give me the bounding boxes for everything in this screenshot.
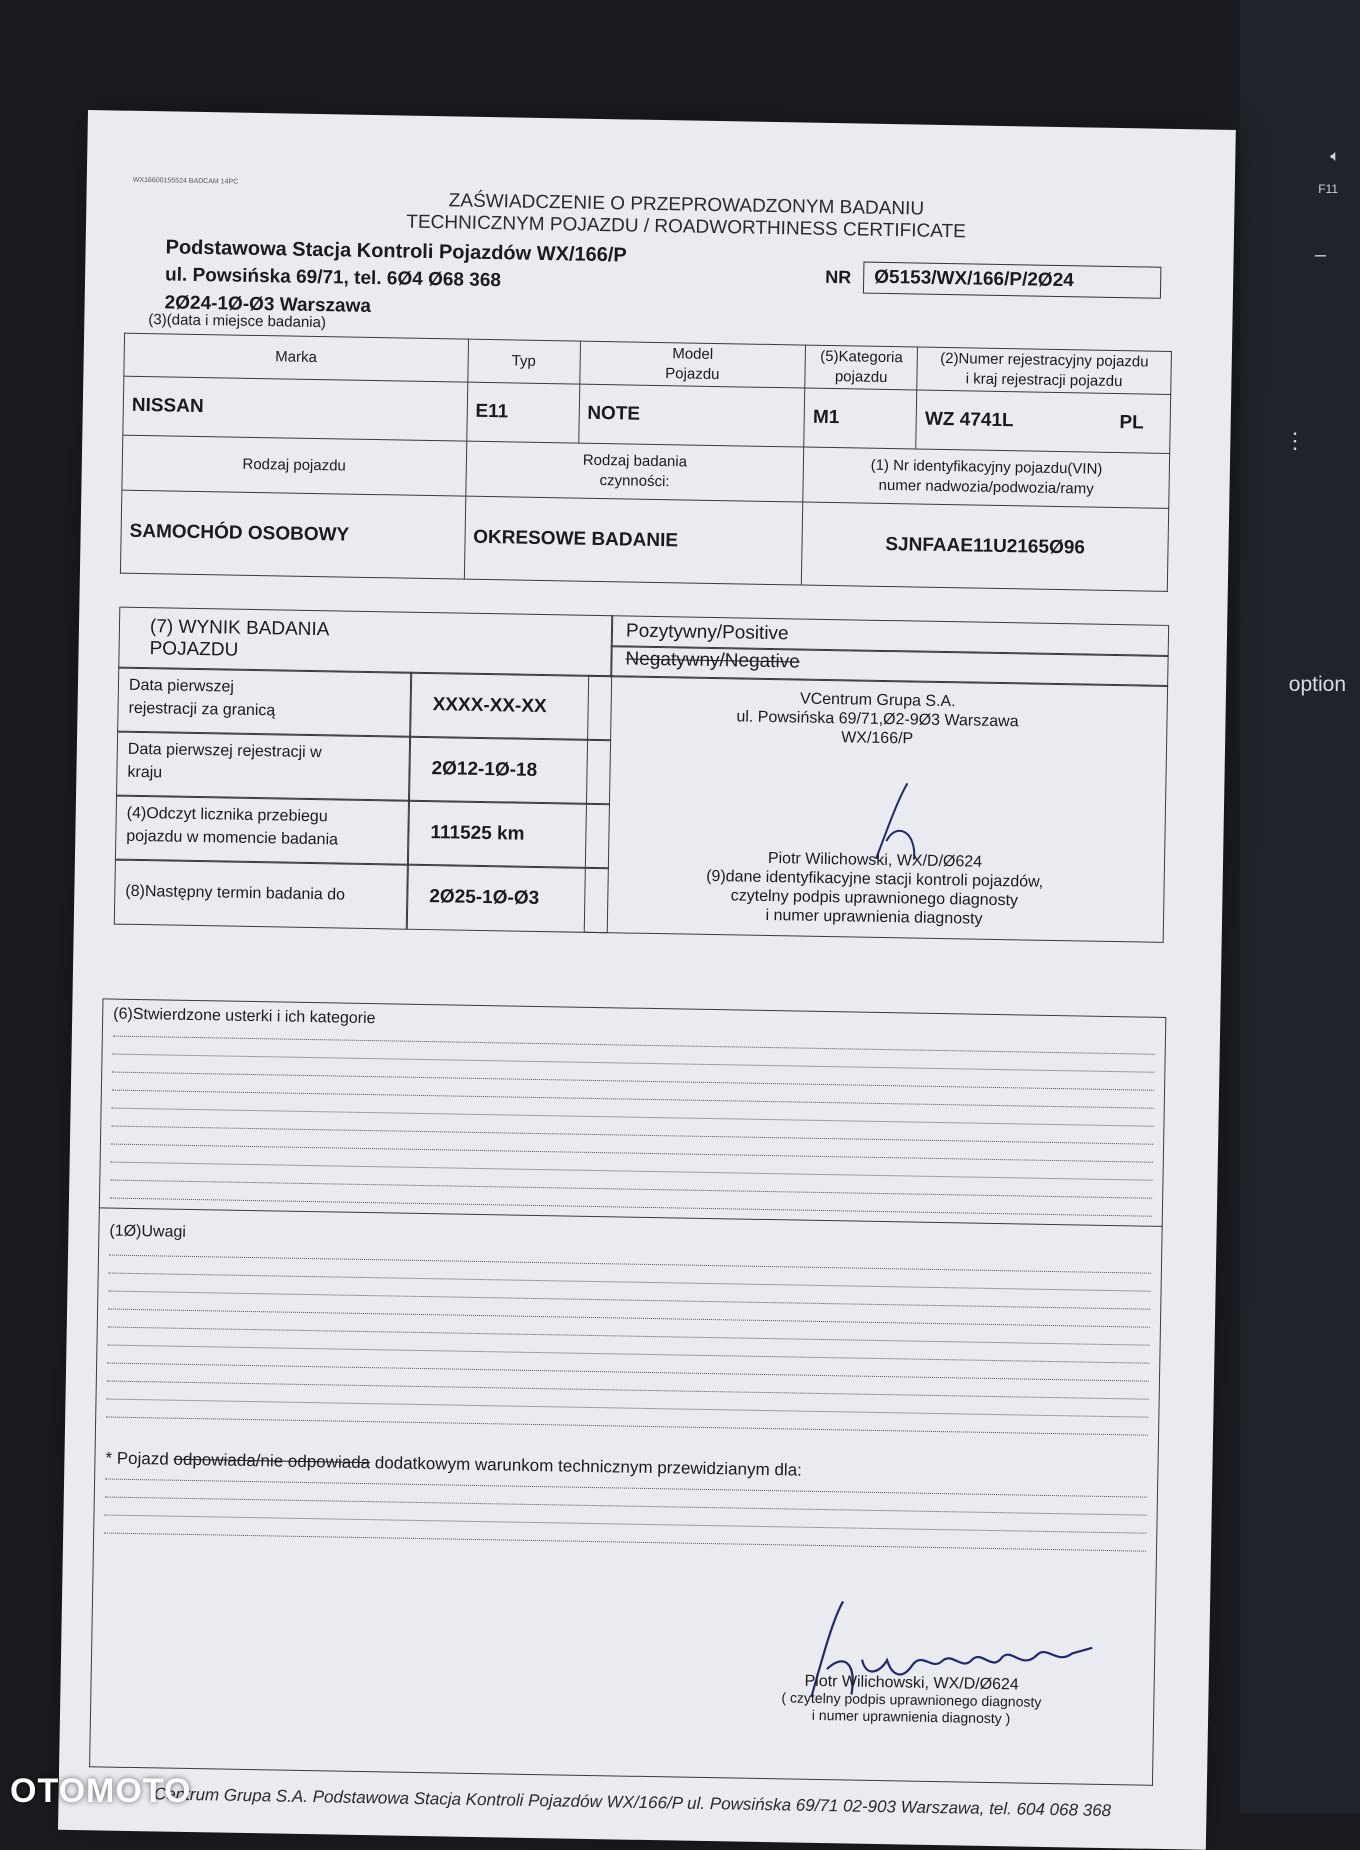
test-kind: OKRESOWE BADANIE [464,496,803,585]
vehicle-type: E11 [466,382,579,443]
title-line-1: ZAŚWIADCZENIE O PRZEPROWADZONYM BADANIU [448,190,925,220]
first-reg-abroad-label-box [117,667,412,738]
remarks-line [106,1399,1148,1418]
defects-line [112,1090,1154,1109]
certificate-number [825,261,1162,299]
vehicle-category: M1 [804,388,917,449]
signature-caption: ( czytelny podpis uprawnionego diagnosty i numer uprawnienia diagnosty ) [781,1689,1042,1727]
additional-struck: odpowiada/nie odpowiada [173,1449,371,1473]
defects-line [110,1180,1152,1199]
header-type: Typ [467,339,580,384]
result-positive: Pozytywny/Positive [625,620,789,645]
form-code: WX16600155524 BADCAM 14PC [132,176,239,186]
option-key-label: option [1288,673,1346,696]
vehicle-kind: SAMOCHÓD OSOBOWY [120,490,465,579]
station-stamp [588,686,1167,753]
vehicle-registration-cell [916,390,1171,453]
keyboard-background [1240,0,1360,1813]
additional-line [105,1479,1147,1498]
defects-line [112,1072,1154,1091]
vehicle-table [120,333,1172,592]
vehicle-model: NOTE [578,384,805,447]
signature-block [741,1672,1082,1729]
next-test-label: (8)Następny termin badania do [125,882,346,904]
volume-icon: 🔈︎ [1330,148,1340,165]
odometer-label: (4)Odczyt licznika przebiegu pojazdu w momencie badania [126,804,339,849]
date-place-label: (3)(data i miejsce badania) [148,311,327,332]
key-dot-glyph: ⋮ [1284,428,1306,453]
header-vin: (1) Nr identyfikacyjny pojazdu(VIN) numer nadwozia/podwozia/ramy [803,447,1170,508]
additional-line [104,1532,1146,1551]
remarks-line [108,1291,1150,1310]
first-reg-domestic-label: Data pierwszej rejestracji w kraju [127,740,322,782]
test-date-place: 2Ø24-1Ø-Ø3 Warszawa [164,292,372,317]
remarks-line [107,1381,1149,1400]
header-registration: (2)Numer rejestracyjny pojazdu i kraj rejestracji pojazdu [917,347,1171,394]
remarks-line [109,1255,1151,1274]
nr-value: Ø5153/WX/166/P/2Ø24 [863,262,1162,299]
remarks-section [89,1206,1163,1785]
test-result-section [114,607,1167,941]
nr-label: NR [825,266,852,287]
remarks-line [107,1345,1149,1364]
header-vehicle-kind: Rodzaj pojazdu [122,435,467,496]
remarks-line [108,1309,1150,1328]
first-reg-domestic-label-box [116,731,411,802]
defects-line [112,1108,1154,1127]
diagnostician-block [585,846,1164,932]
additional-line [104,1515,1146,1534]
key-minus-glyph: – [1314,244,1326,266]
result-label-box [118,607,613,678]
remarks-line [109,1273,1151,1292]
vehicle-registration: WZ 4741L [924,408,1014,432]
header-test-kind: Rodzaj badania czynności: [465,441,804,502]
result-label: (7) WYNIK BADANIA POJAZDU [149,616,330,661]
next-test-value: 2Ø25-1Ø-Ø3 [406,864,609,934]
header-category: (5)Kategoria pojazdu [805,345,918,390]
additional-line [105,1497,1147,1516]
additional-prefix: * Pojazd [105,1448,169,1469]
first-reg-abroad-value: XXXX-XX-XX [409,672,612,742]
additional-suffix: dodatkowym warunkom technicznym przewidzianym dla: [374,1453,803,1480]
stamp-line-1: VCentrum Grupa S.A. [799,690,956,711]
diagnostic-station-box [584,675,1168,943]
result-negative: Negatywny/Negative [625,648,800,673]
odometer-value: 111525 km [407,800,610,870]
header-model: Model Pojazdu [579,341,805,388]
station-name: Podstawowa Stacja Kontroli Pojazdów WX/166/P [165,236,627,267]
certificate-body [105,171,1167,1727]
remarks-line [108,1327,1150,1346]
vehicle-make: NISSAN [123,376,468,441]
defects-title: (6)Stwierdzone usterki i ich kategorie [113,1005,376,1028]
stamp-line-2: ul. Powsińska 69/71,Ø2-9Ø3 Warszawa [736,708,1019,731]
diagnostician-caption: (9)dane identyfikacyjne stacji kontroli pojazdów, czytelny podpis uprawnionego diagnosty i numer uprawnienia diagnosty [706,867,1044,928]
key-f11-label: F11 [1318,182,1338,196]
defects-line [113,1054,1155,1073]
otomoto-watermark: OTOMOTO [10,1772,192,1810]
defects-line [111,1162,1153,1181]
defects-line [111,1144,1153,1163]
first-reg-abroad-label: Data pierwszej rejestracji za granicą [128,676,276,720]
certificate-footer: Centrum Grupa S.A. Podstawowa Stacja Kontroli Pojazdów WX/166/P ul. Powsińska 69/71 02-903 Warszawa, tel. 604 068 368 [153,1784,1112,1821]
remarks-line [106,1417,1148,1436]
certificate-paper [58,110,1236,1850]
next-test-label-box [114,859,409,930]
stamp-line-3: WX/166/P [840,729,914,748]
signature-name: Piotr Wilichowski, WX/D/Ø624 [804,1672,1019,1694]
header-make: Marka [124,333,468,382]
title-line-2: TECHNICZNYM POJAZDU / ROADWORTHINESS CERTIFICATE [406,211,966,243]
additional-conditions [105,1449,802,1481]
vehicle-vin: SJNFAAE11U2165Ø96 [802,502,1169,591]
first-reg-domestic-value: 2Ø12-1Ø-18 [408,736,611,806]
station-address: ul. Powsińska 69/71, tel. 6Ø4 Ø68 368 [164,264,502,292]
defects-line [111,1126,1153,1145]
diagnostician-name: Piotr Wilichowski, WX/D/Ø624 [767,849,983,871]
defects-section [99,998,1167,1227]
vehicle-country: PL [1119,412,1144,434]
remarks-line [107,1363,1149,1382]
remarks-title: (1Ø)Uwagi [109,1222,187,1241]
odometer-label-box [115,795,410,866]
